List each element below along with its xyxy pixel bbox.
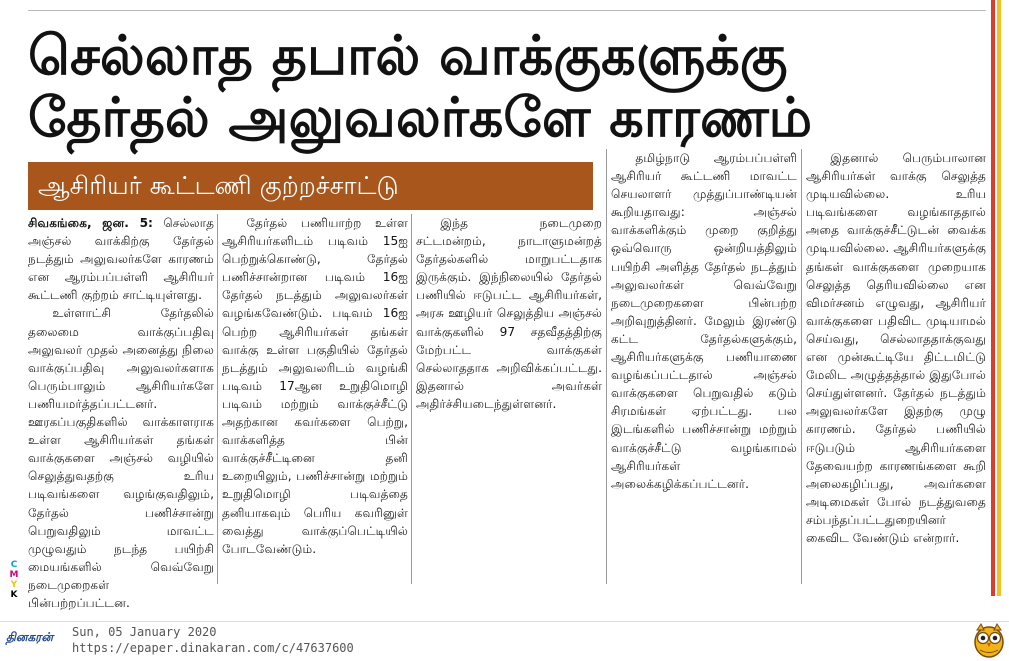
headline-line-1: செல்லாத தபால் வாக்குகளுக்கு xyxy=(28,24,788,87)
paragraph-2: உள்ளாட்சி தேர்தலில் தலைமை வாக்குப்பதிவு அலுவலர் முதல் அனைத்து நிலை வாக்குப்பதிவு அலுவலர்களாக பெரும்பாலும் ஆசிரியர்களே பணியமர்த்தப்பட்டனர். ஊரகப்பகுதிகளில் வாக்காளராக உள்ள ஆசிரியர்கள் தங்கள் வாக்குகளை அஞ்சல் வழியில் செலுத்துவதற்கு உரிய படிவங்களை வழங்குவதிலும், தேர்தல் பணிச்சான்று பெறுவதிலும் மாவட்ட முழுவதும் நடந்த பயிற்சி மையங்களில் வெவ்வேறு நடைமுறைகள் பின்பற்றப்பட்டன. xyxy=(28,306,214,610)
footer-divider xyxy=(0,621,1009,622)
dateline: சிவகங்கை, ஜன. 5: xyxy=(28,216,153,230)
column-rule xyxy=(217,214,218,584)
publish-date: Sun, 05 January 2020 xyxy=(72,625,217,639)
article-column-2 xyxy=(222,214,408,584)
logo-text: தினகரன் xyxy=(6,630,53,644)
cmyk-m: M xyxy=(9,570,19,580)
footer-meta xyxy=(72,624,354,656)
paragraph-3: தேர்தல் பணியாற்ற உள்ள ஆசிரியர்களிடம் படிவம் 15ஐ பெற்றுக்கொண்டு, தேர்தல் பணிச்சான்றான படிவம் 16ஐ தேர்தல் நடத்தும் அலுவலர்கள் வழங்கவேண்டும். படிவம் 16ஐ பெற்ற ஆசிரியர்கள் தங்கள் வாக்கு உள்ள பகுதியில் தேர்தல் நடத்தும் அலுவலரிடம் வழங்கி படிவம் 17ஆன உறுதிமொழி படிவம் மற்றும் வாக்குச்சீட்டு அதற்கான கவர்களை பெற்று, வாக்களித்த பின் வாக்குச்சீட்டினை தனி உறையிலும், பணிச்சான்று மற்றும் உறுதிமொழி படிவத்தை தனியாகவும் பெரிய கவரினுள் வைத்து வாக்குப்பெட்டியில் போடவேண்டும். xyxy=(222,216,408,556)
cmyk-c: C xyxy=(10,560,18,570)
paragraph-4: இந்த நடைமுறை சட்டமன்றம், நாடாளுமன்றத் தேர்தல்களில் மாறுபட்டதாக இருக்கும். இந்நிலையில் தேர்தல் பணியில் ஈடுபட்ட ஆசிரியர்கள், அரசு ஊழியர் செலுத்திய அஞ்சல் வாக்குகளில் 97 சதவீதத்திற்கு மேற்பட்ட வாக்குகள் செல்லாததாக அறிவிக்கப்பட்டது. இதனால் அவர்கள் அதிர்ச்சியடைந்துள்ளனர். xyxy=(416,216,602,411)
headline-line-2: தேர்தல் அலுவலர்களே காரணம் xyxy=(28,86,813,149)
column-rule xyxy=(801,149,802,584)
owl-mascot-icon[interactable] xyxy=(972,622,1006,658)
article-lead xyxy=(28,214,214,304)
column-rule xyxy=(606,149,607,584)
paragraph-1: செல்லாத அஞ்சல் வாக்கிற்கு தேர்தல் நடத்தும் அலுவலர்களே காரணம் என ஆரம்பப்பள்ளி ஆசிரியர் கூட்டணி குற்றம் சாட்டியுள்ளது. xyxy=(28,216,215,303)
cmyk-registration-marks xyxy=(8,560,20,600)
column-rule xyxy=(411,214,412,584)
right-edge-red-rule xyxy=(991,0,995,596)
dinakaran-logo[interactable] xyxy=(6,626,62,648)
top-rule xyxy=(28,10,986,11)
paragraph-6: இதனால் பெரும்பாலான ஆசிரியர்கள் வாக்கு செலுத்த முடியவில்லை. உரிய படிவங்களை வழங்காததால் அதை வாக்குச்சீட்டுடன் வைக்க முடியவில்லை. ஆசிரியர்களுக்கு தங்கள் வாக்குகளை முறையாக செலுத்த தெரியவில்லை என விமர்சனம் எழுவது, ஆசிரியர் வாக்குகளை பதிவிட முடியாமல் செய்வது, செல்லாததாக்குவது என முன்கூட்டியே திட்டமிட்டு மேலிட அழுத்தத்தால் இதுபோல் செய்துள்ளனர். தேர்தல் நடத்தும் அலுவலர்களே இதற்கு முழு காரணம். தேர்தல் பணியில் ஈடுபடும் ஆசிரியர்களை தேவையற்ற காரணங்களை கூறி அலைகழிப்பது, அவர்களை அடிமைகள் போல் நடத்துவதை சம்பந்தப்பட்டதுறையினர் கைவிட வேண்டும் என்றார். xyxy=(806,151,986,545)
article-column-1 xyxy=(28,214,215,610)
right-edge-yellow-rule xyxy=(997,0,1001,596)
article-column-4 xyxy=(611,149,797,584)
paragraph-5: தமிழ்நாடு ஆரம்பப்பள்ளி ஆசிரியர் கூட்டணி மாவட்ட செயலாளர் முத்துப்பாண்டியன் கூறியதாவது: அஞ்சல் வாக்களிக்கும் முறை குறித்து ஒவ்வொரு ஒன்றியத்திலும் பயிற்சி அளித்த தேர்தல் நடத்தும் அலுவலர்கள் வெவ்வேறு நடைமுறைகளை பின்பற்ற அறிவுறுத்தினர். மேலும் இரண்டு கட்ட தேர்தல்களுக்கும், ஆசிரியர்களுக்கு பணியாணை வழங்கப்பட்டதால் அஞ்சல் வாக்குகளை பெறுவதில் கடும் சிரமங்கள் ஏற்பட்டது. பல இடங்களில் பணிச்சான்று மற்றும் வாக்குச்சீட்டு வழங்காமல் ஆசிரியர்கள் அலைக்கழிக்கப்பட்டனர். xyxy=(611,151,797,491)
cmyk-k: K xyxy=(10,590,18,600)
cmyk-y: Y xyxy=(10,580,18,590)
kicker-text: ஆசிரியர் கூட்டணி குற்றச்சாட்டு xyxy=(38,171,399,200)
article-column-3 xyxy=(416,214,602,584)
kicker-banner xyxy=(28,162,593,210)
source-url[interactable]: https://epaper.dinakaran.com/c/47637600 xyxy=(72,641,354,655)
article-column-5 xyxy=(806,149,986,584)
